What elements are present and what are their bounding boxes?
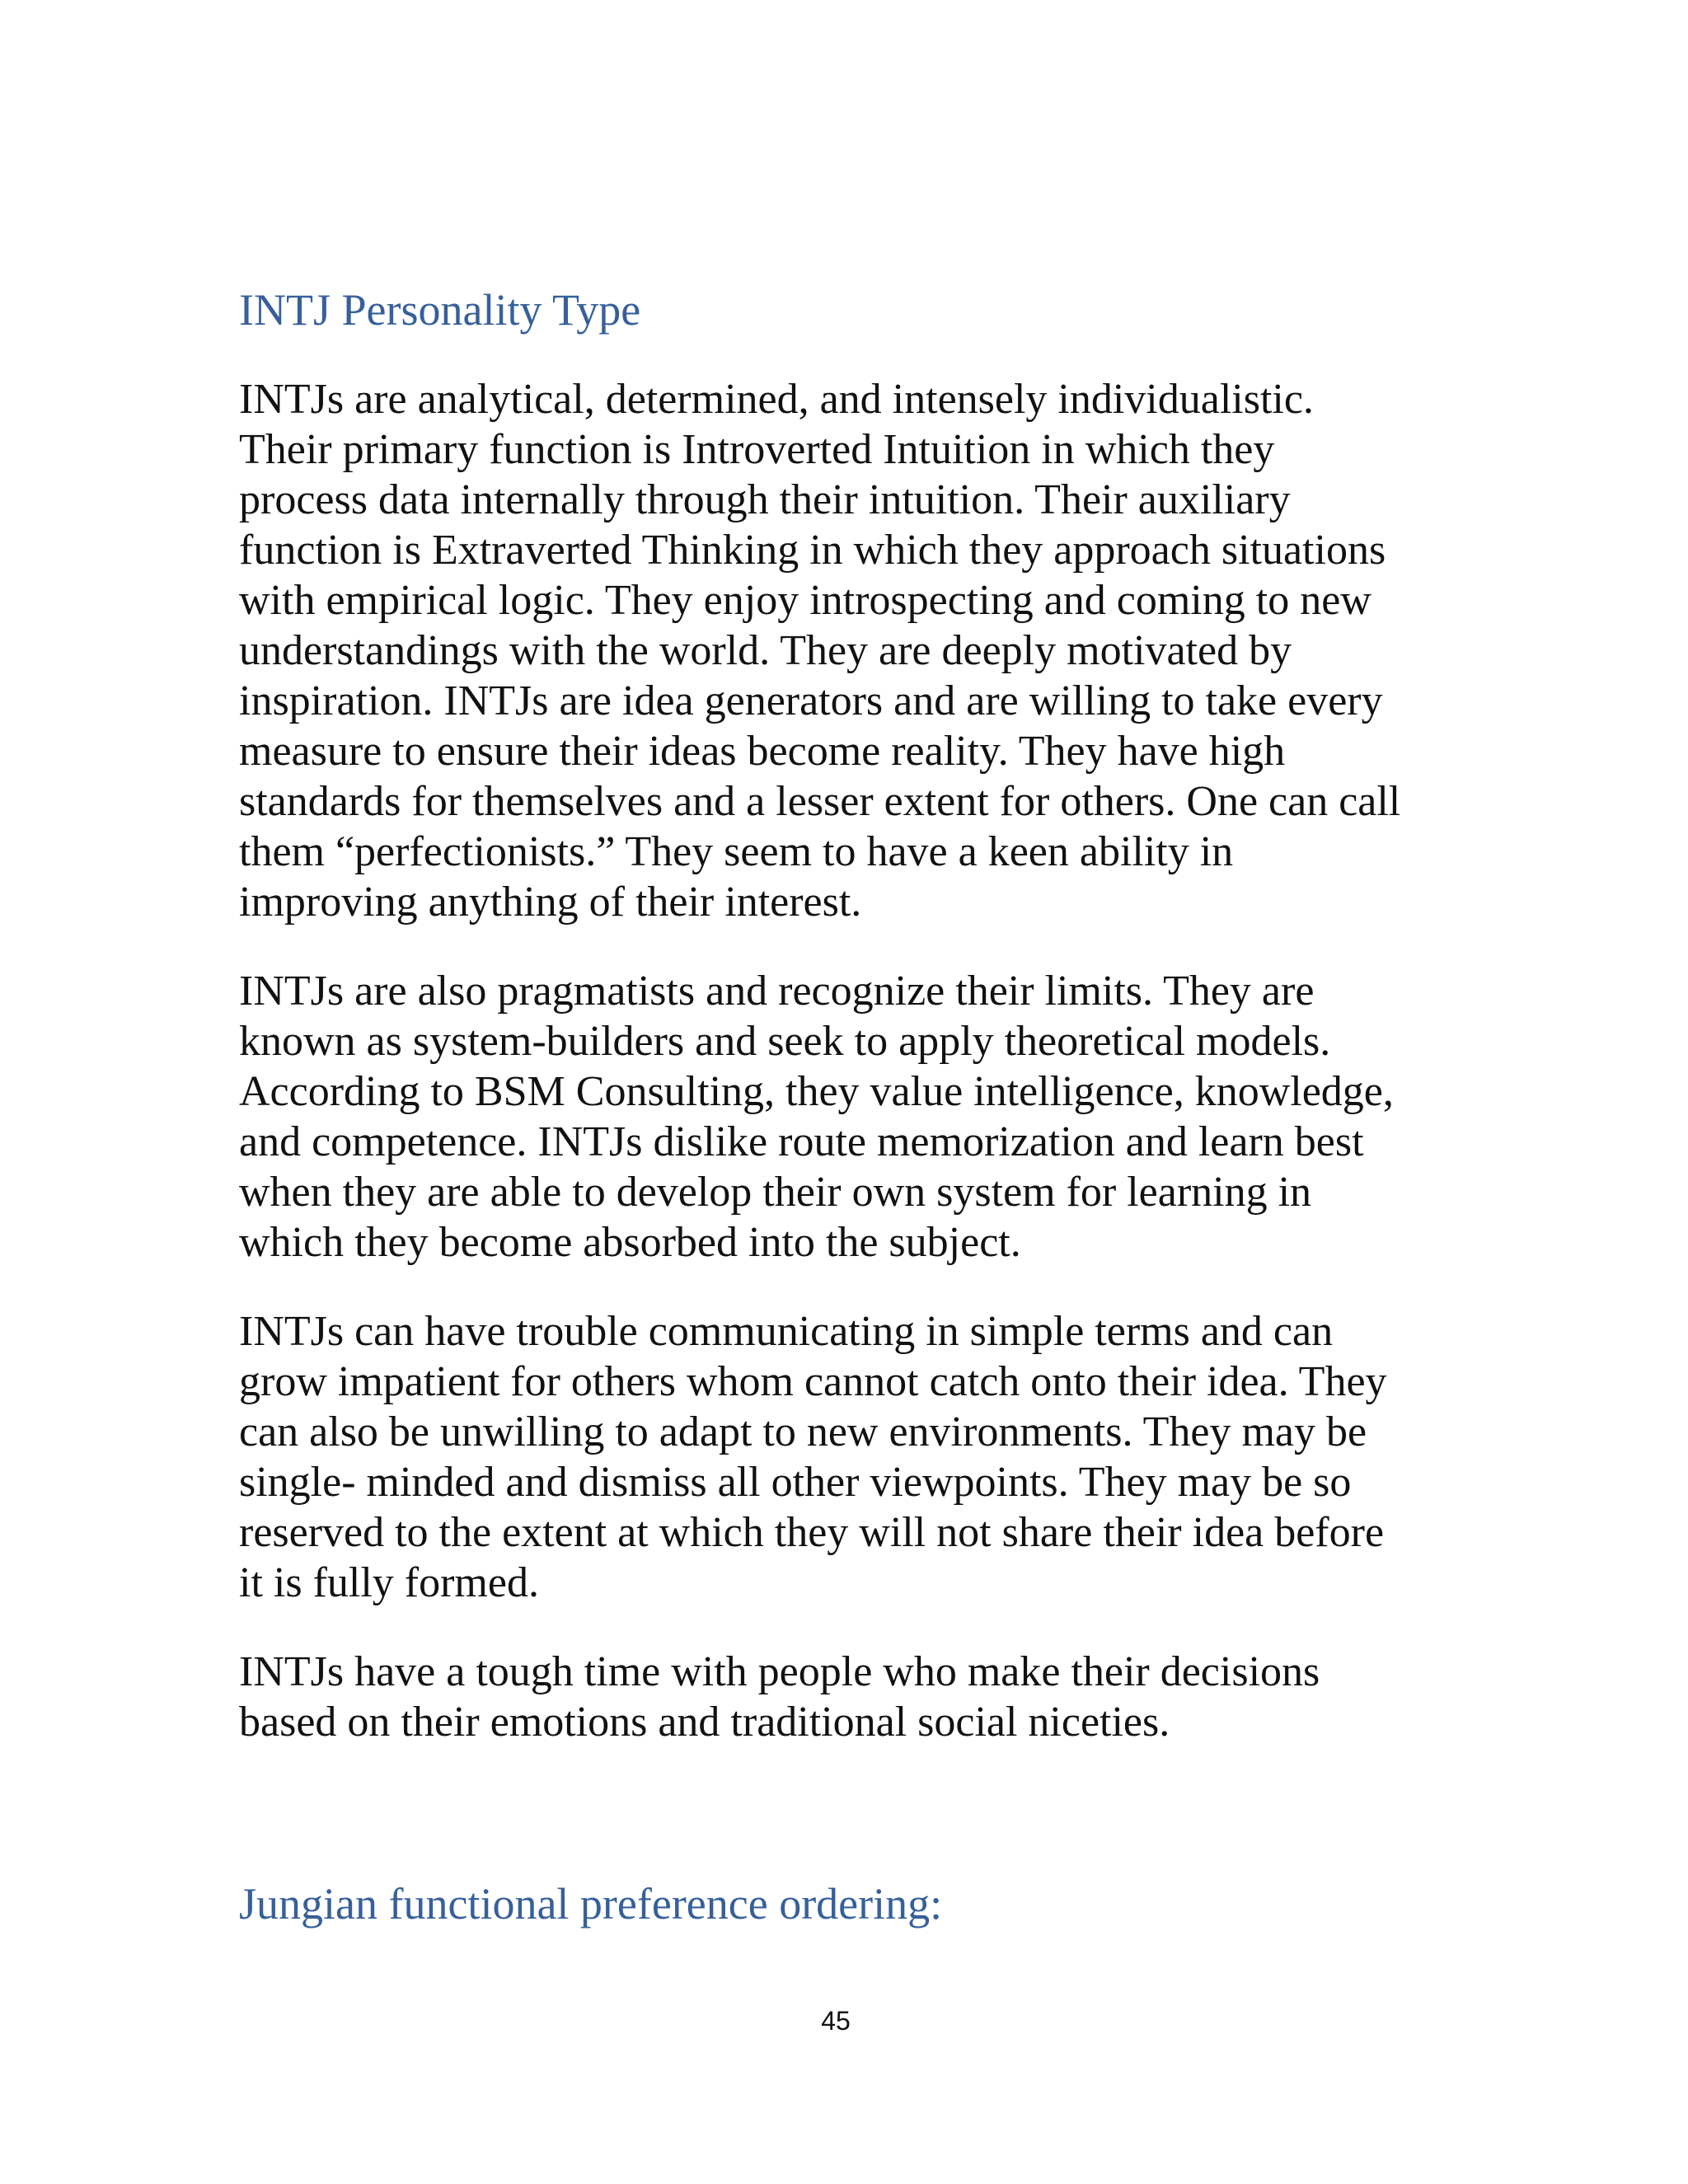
paragraph-line: known as system-builders and seek to apply theoretical models. xyxy=(239,1018,1331,1065)
paragraph-line: understandings with the world. They are deeply motivated by xyxy=(239,627,1292,674)
paragraph-line: grow impatient for others whom cannot catch onto their idea. They xyxy=(239,1358,1387,1405)
section-heading: INTJ Personality Type xyxy=(239,285,641,335)
paragraph-line: with empirical logic. They enjoy introspecting and coming to new xyxy=(239,577,1372,624)
body-text xyxy=(239,374,1475,1786)
paragraph-line: function is Extraverted Thinking in which they approach situations xyxy=(239,527,1386,574)
paragraph-line: improving anything of their interest. xyxy=(239,879,862,926)
paragraph-line: reserved to the extent at which they will not share their idea before xyxy=(239,1509,1385,1556)
paragraph-line: when they are able to develop their own system for learning in xyxy=(239,1169,1312,1216)
paragraph-line: According to BSM Consulting, they value intelligence, knowledge, xyxy=(239,1068,1394,1115)
paragraph-line: standards for themselves and a lesser extent for others. One can call xyxy=(239,778,1401,825)
paragraph xyxy=(239,1306,1475,1608)
paragraph-line: them “perfectionists.” They seem to have a keen ability in xyxy=(239,828,1234,875)
paragraph-line: based on their emotions and traditional social niceties. xyxy=(239,1699,1170,1746)
page-number: 45 xyxy=(821,2006,851,2036)
paragraph xyxy=(239,374,1475,927)
paragraph-line: INTJs are also pragmatists and recognize their limits. They are xyxy=(239,968,1315,1015)
subsection-heading: Jungian functional preference ordering: xyxy=(239,1879,943,1929)
paragraph-line: process data internally through their intuition. Their auxiliary xyxy=(239,476,1291,523)
paragraph-line: can also be unwilling to adapt to new environments. They may be xyxy=(239,1408,1367,1455)
paragraph-line: which they become absorbed into the subject. xyxy=(239,1219,1021,1266)
paragraph-line: it is fully formed. xyxy=(239,1559,539,1606)
paragraph xyxy=(239,966,1475,1268)
paragraph-line: single- minded and dismiss all other viewpoints. They may be so xyxy=(239,1459,1352,1506)
paragraph-line: Their primary function is Introverted Intuition in which they xyxy=(239,426,1275,473)
paragraph-line: INTJs can have trouble communicating in simple terms and can xyxy=(239,1308,1334,1355)
paragraph-line: inspiration. INTJs are idea generators and are willing to take every xyxy=(239,677,1383,724)
paragraph-line: INTJs have a tough time with people who make their decisions xyxy=(239,1648,1320,1695)
paragraph-line: measure to ensure their ideas become reality. They have high xyxy=(239,728,1286,775)
paragraph-line: and competence. INTJs dislike route memorization and learn best xyxy=(239,1118,1364,1165)
paragraph-line: INTJs are analytical, determined, and intensely individualistic. xyxy=(239,376,1314,423)
paragraph xyxy=(239,1647,1475,1747)
